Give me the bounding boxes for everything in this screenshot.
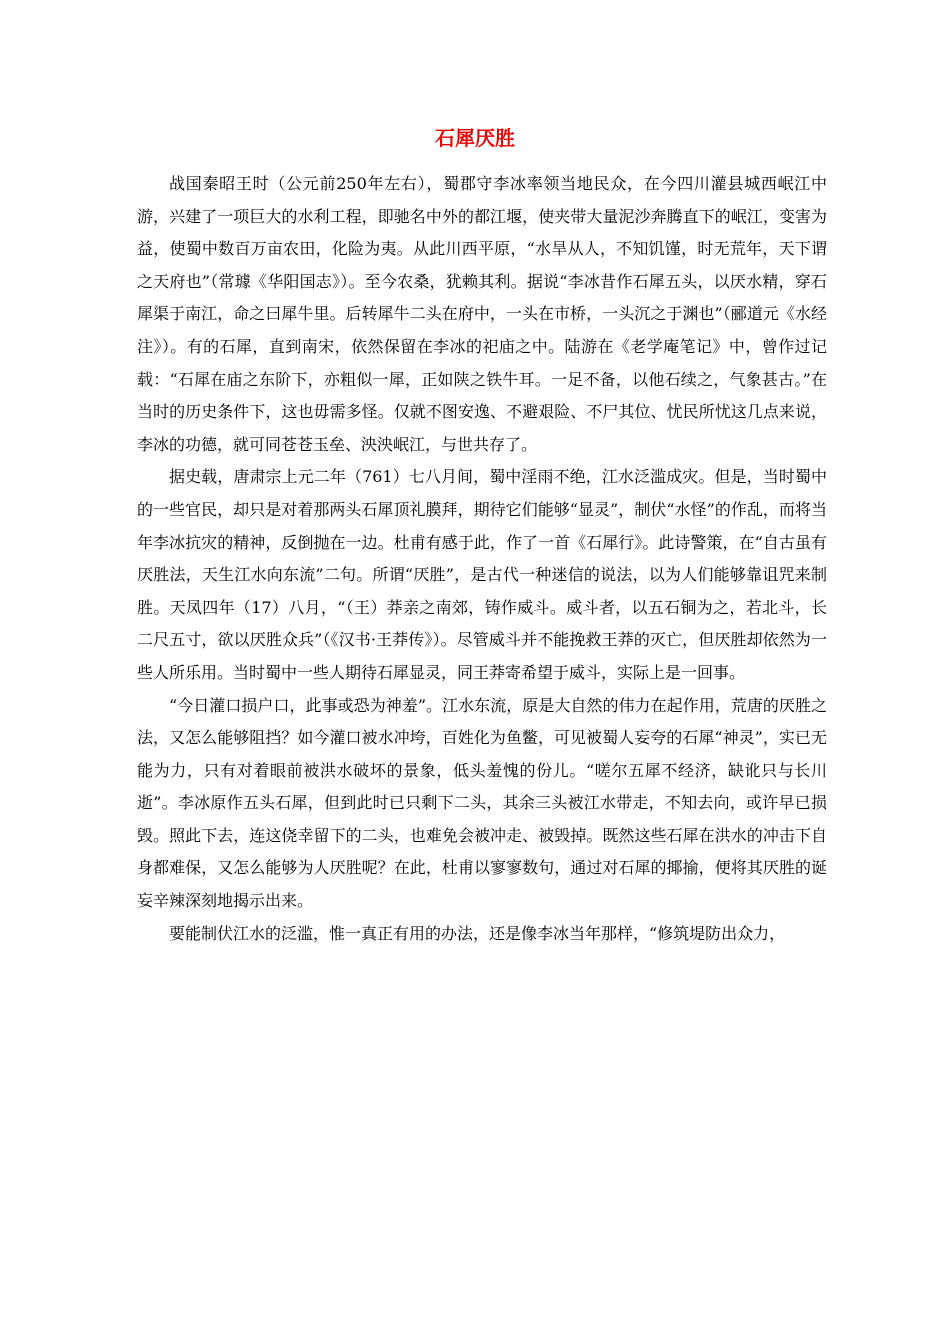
paragraph-3: “今日灌口损户口，此事或恐为神羞”。江水东流，原是大自然的伟力在起作用，荒唐的厌胜之法，又怎么能够阻挡？如今灌口被水冲垮，百姓化为鱼鳖，可见被蜀人妄夸的石犀“神灵”，实已无能为力，只有对着眼前被洪水破坏的景象，低头羞愧的份儿。“嗟尔五犀不经济，缺讹只与长川逝”。李冰原作五头石犀，但到此时已只剩下二头，其余三头被江水带走，不知去向，或许早已损毁。照此下去，连这侥幸留下的二头，也难免会被冲走、被毁掉。既然这些石犀在洪水的冲击下自身都难保，又怎么能够为人厌胜呢？在此，杜甫以寥寥数句，通过对石犀的揶揄，便将其厌胜的诞妄辛辣深刻地揭示出来。 <box>137 695 827 911</box>
document-body <box>137 168 827 950</box>
paragraph-2: 据史载，唐肃宗上元二年（761）七八月间，蜀中淫雨不绝，江水泛滥成灾。但是，当时蜀中的一些官民，却只是对着那两头石犀顶礼膜拜，期待它们能够“显灵”，制伏“水怪”的作乱，而将当年李冰抗灾的精神，反倒抛在一边。杜甫有感于此，作了一首《石犀行》。此诗警策，在“自古虽有厌胜法，天生江水向东流”二句。所谓“厌胜”，是古代一种迷信的说法，以为人们能够靠诅咒来制胜。天凤四年（17）八月，“（王）莽亲之南郊，铸作威斗。威斗者，以五石铜为之，若北斗，长二尺五寸，欲以厌胜众兵”（《汉书·王莽传》）。尽管威斗并不能挽救王莽的灭亡，但厌胜却依然为一些人所乐用。当时蜀中一些人期待石犀显灵，同王莽寄希望于威斗，实际上是一回事。 <box>137 467 827 682</box>
document-title: 石犀厌胜 <box>435 126 515 150</box>
paragraph-1: 战国秦昭王时（公元前250年左右），蜀郡守李冰率领当地民众，在今四川灌县城西岷江中游，兴建了一项巨大的水利工程，即驰名中外的都江堰，使夹带大量泥沙奔腾直下的岷江，变害为益，使蜀中数百万亩农田，化险为夷。从此川西平原，“水旱从人，不知饥馑，时无荒年，天下谓之天府也”（常璩《华阳国志》）。至今农桑，犹赖其利。据说“李冰昔作石犀五头，以厌水精，穿石犀渠于南江，命之曰犀牛里。后转犀牛二头在府中，一头在市桥，一头沉之于渊也”（郦道元《水经注》）。有的石犀，直到南宋，依然保留在李冰的祀庙之中。陆游在《老学庵笔记》中，曾作过记载：“石犀在庙之东阶下，亦粗似一犀，正如陕之铁牛耳。一足不备，以他石续之，气象甚古。”在当时的历史条件下，这也毋需多怪。仅就不图安逸、不避艰险、不尸其位、忧民所忧这几点来说，李冰的功德，就可同苍苍玉垒、泱泱岷江，与世共存了。 <box>137 174 827 454</box>
paragraph-4: 要能制伏江水的泛滥，惟一真正有用的办法，还是像李冰当年那样，“修筑堤防出众力， <box>169 923 786 943</box>
